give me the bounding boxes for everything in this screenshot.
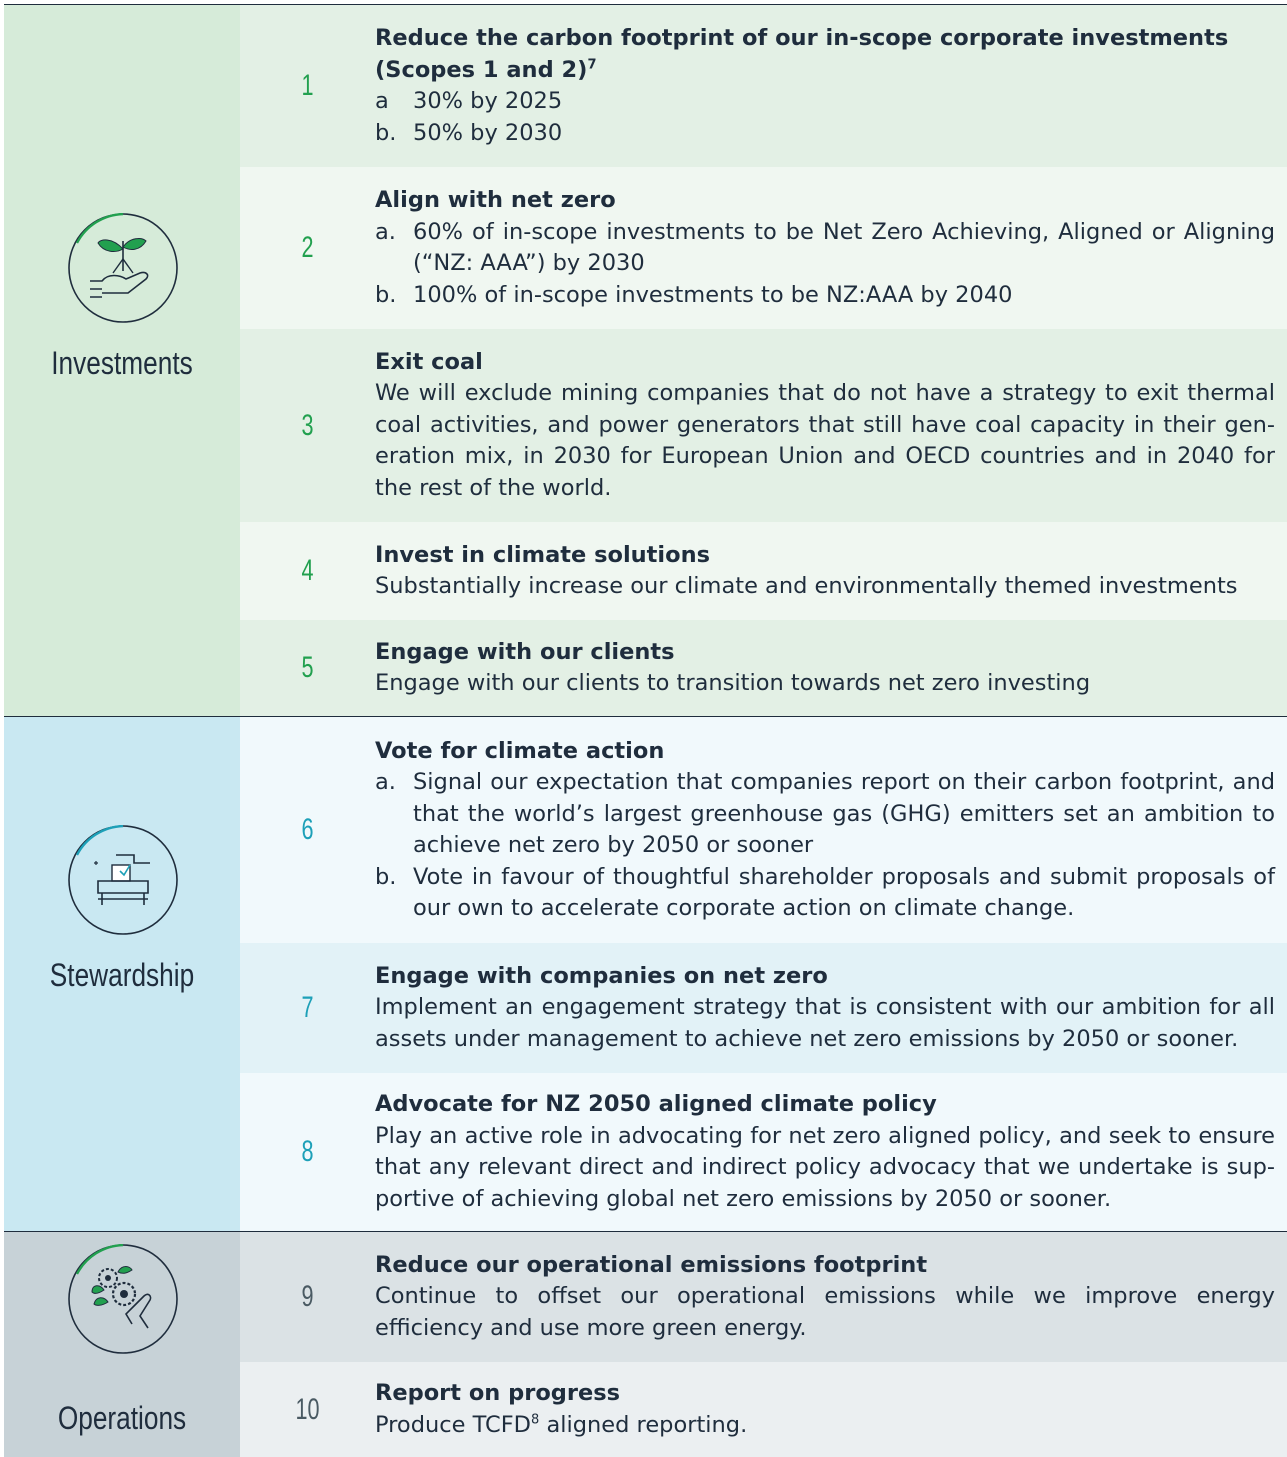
list-item: a 30% by 2025 bbox=[375, 88, 563, 114]
commitment-content bbox=[375, 1089, 1287, 1215]
commitment-number: 7 bbox=[301, 991, 314, 1024]
commitment-text: Engage with our clients to transition towards net zero investing bbox=[375, 670, 1091, 696]
commitment-row-3 bbox=[240, 329, 1287, 522]
commitment-number: 2 bbox=[301, 231, 314, 264]
commitment-content bbox=[375, 23, 1287, 149]
commitment-title: Align with net zero bbox=[375, 187, 616, 213]
operations-category-label: Operations bbox=[57, 1400, 187, 1436]
investments-category-panel bbox=[4, 5, 240, 716]
commitment-title: Engage with our clients bbox=[375, 638, 675, 665]
stewardship-category-panel bbox=[4, 717, 240, 1231]
footnote-marker: 8 bbox=[531, 1412, 540, 1427]
commitment-text: We will exclude mining companies that do not have a strategy to exit thermal coal activities, and power generators that still have coal capacity in their gen- eration mix, in 2030 for European Union and OECD countries and in 2040 for the rest of the world. bbox=[375, 380, 1275, 501]
operations-category-panel bbox=[4, 1232, 240, 1457]
commitment-number: 10 bbox=[295, 1392, 320, 1426]
commitment-number: 9 bbox=[301, 1280, 314, 1313]
commitment-row-7 bbox=[240, 943, 1287, 1073]
commitment-title: Engage with companies on net zero bbox=[375, 962, 828, 989]
commitment-title: Reduce the carbon footprint of our in-scope corporate investments (Scopes 1 and 2)$^7$ bbox=[375, 25, 1229, 83]
commitment-title: Invest in climate solutions bbox=[375, 541, 711, 568]
stewardship-category-label: Stewardship bbox=[49, 957, 195, 993]
net-zero-commitments-table bbox=[4, 0, 1287, 1456]
stewardship-section bbox=[4, 716, 1287, 1231]
commitment-content bbox=[375, 540, 1287, 603]
commitment-row-2 bbox=[240, 167, 1287, 329]
commitment-row-4 bbox=[240, 522, 1287, 620]
investments-section bbox=[4, 4, 1287, 716]
operations-section bbox=[4, 1231, 1287, 1457]
ballot-box-vote-icon bbox=[68, 825, 178, 935]
commitment-title: Advocate for NZ 2050 aligned climate policy bbox=[375, 1091, 937, 1117]
plant-in-hand-icon bbox=[68, 213, 178, 323]
commitment-content bbox=[375, 347, 1287, 505]
investments-rows bbox=[240, 5, 1287, 716]
commitment-number: 1 bbox=[301, 69, 314, 102]
gears-leaves-hand-icon bbox=[68, 1244, 178, 1354]
commitment-content bbox=[375, 736, 1287, 925]
list-item: a. 60% of in-scope investments to be Net Zero Achieving, Aligned or Aligning (“NZ: AAA”) by 2030 bbox=[375, 218, 1275, 276]
commitment-number: 8 bbox=[301, 1135, 314, 1168]
list-item: a. Signal our expectation that companies report on their carbon footprint, and that the world’s largest greenhouse gas (GHG) emitters set an ambition to achieve net zero by 2050 or sooner bbox=[375, 769, 1275, 858]
commitment-row-10 bbox=[240, 1362, 1287, 1457]
commitment-text: Play an active role in advocating for net zero aligned policy, and seek to ensure that any relevant direct and indirect policy advocacy that we undertake is sup- portive of achieving global net zero emissions by 2050 or sooner. bbox=[375, 1122, 1275, 1212]
commitment-content bbox=[375, 637, 1287, 700]
commitment-row-8 bbox=[240, 1073, 1287, 1231]
commitment-content bbox=[375, 1378, 1287, 1441]
list-item: b. 50% by 2030 bbox=[375, 119, 563, 146]
commitment-row-5 bbox=[240, 620, 1287, 716]
list-item: b. 100% of in-scope investments to be NZ:AAA by 2040 bbox=[375, 281, 1013, 308]
commitment-text: Substantially increase our climate and environmentally themed investments bbox=[375, 573, 1238, 599]
commitment-text: Continue to offset our operational emissions while we improve energy efficiency and use more green energy. bbox=[375, 1283, 1275, 1341]
commitment-row-1 bbox=[240, 5, 1287, 167]
commitment-number: 6 bbox=[301, 813, 314, 846]
commitment-title: Exit coal bbox=[375, 348, 483, 375]
commitment-number: 4 bbox=[301, 554, 314, 587]
commitment-number: 3 bbox=[301, 408, 314, 442]
commitment-content bbox=[375, 961, 1287, 1056]
commitment-content bbox=[375, 185, 1287, 311]
commitment-row-9 bbox=[240, 1232, 1287, 1362]
stewardship-rows bbox=[240, 717, 1287, 1231]
operations-rows bbox=[240, 1232, 1287, 1457]
commitment-number: 5 bbox=[301, 651, 314, 684]
commitment-text: Implement an engagement strategy that is consistent with our ambition for all assets under management to achieve net zero emissions by 2050 or sooner. bbox=[375, 994, 1275, 1052]
investments-category-label: Investments bbox=[51, 345, 193, 381]
commitment-content bbox=[375, 1250, 1287, 1345]
commitment-title: Vote for climate action bbox=[375, 737, 665, 764]
footnote-marker: 7 bbox=[587, 57, 597, 72]
commitment-title: Report on progress bbox=[375, 1380, 621, 1406]
commitment-row-6 bbox=[240, 717, 1287, 943]
commitment-title: Reduce our operational emissions footprint bbox=[375, 1251, 928, 1278]
commitment-text: Produce TCFD$^8$ aligned reporting. bbox=[375, 1411, 748, 1438]
list-item: b. Vote in favour of thoughtful shareholder proposals and submit proposals of our own to accelerate corporate action on climate change. bbox=[375, 863, 1275, 921]
